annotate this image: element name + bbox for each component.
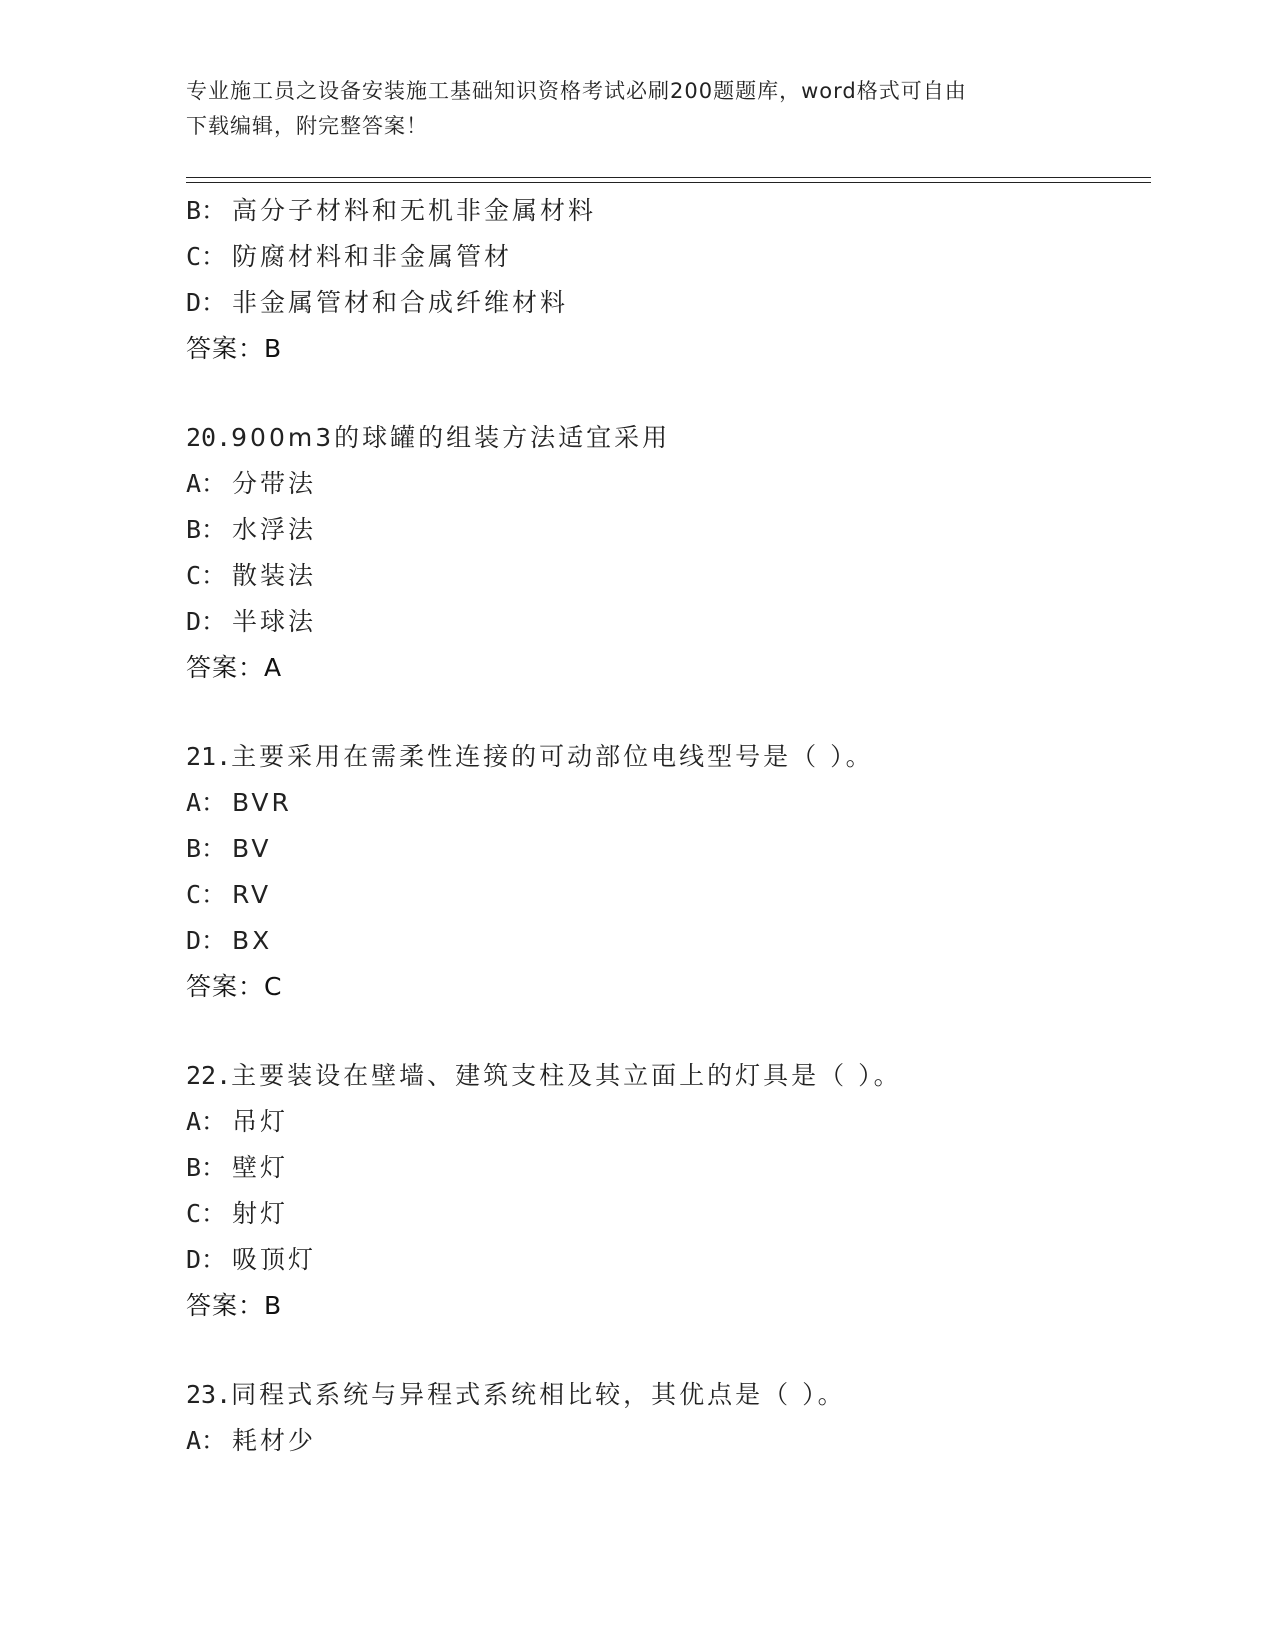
question-text: 同程式系统与异程式系统相比较，其优点是（ ）。 [231,1380,846,1409]
header-divider-bottom [186,182,1151,183]
option-text: 壁灯 [232,1153,289,1182]
question-number: 20. [186,423,232,452]
option-text: 吸顶灯 [232,1245,317,1274]
option-text: BVR [232,788,292,817]
question-stem [186,415,1146,461]
spacer [186,691,1146,734]
spacer [186,1329,1146,1372]
option-key: C： [186,1199,227,1228]
option-c [186,553,1146,599]
question-text: 900m3的球罐的组装方法适宜采用 [231,423,671,452]
document-header [186,74,1066,144]
question-number: 22. [186,1061,232,1090]
option-b [186,507,1146,553]
option-key: C： [186,561,227,590]
header-line-1: 专业施工员之设备安装施工基础知识资格考试必刷200题题库，word格式可自由 [186,79,967,103]
option-text: 分带法 [232,469,317,498]
option-d [186,280,1146,326]
option-key: B： [186,196,227,225]
spacer [186,1010,1146,1053]
option-key: A： [186,788,227,817]
question-23 [186,1372,1146,1464]
answer-line: 答案：C [186,972,283,1001]
option-text: 水浮法 [232,515,317,544]
option-text: 耗材少 [232,1426,317,1455]
answer-line: 答案：B [186,1291,283,1320]
option-d [186,1237,1146,1283]
option-text: BV [232,834,272,863]
option-key: A： [186,1426,227,1455]
option-text: BX [232,926,273,955]
option-text: 防腐材料和非金属管材 [232,242,513,271]
option-text: RV [232,880,272,909]
option-c [186,872,1146,918]
option-key: A： [186,1107,227,1136]
option-a [186,1099,1146,1145]
question-21 [186,734,1146,1010]
option-key: B： [186,1153,227,1182]
option-key: D： [186,607,227,636]
option-key: B： [186,834,227,863]
question-number: 21. [186,742,232,771]
option-c [186,234,1146,280]
question-stem [186,734,1146,780]
option-text: 散装法 [232,561,317,590]
option-key: C： [186,242,227,271]
option-key: D： [186,1245,227,1274]
option-key: D： [186,288,227,317]
option-b [186,188,1146,234]
option-text: 高分子材料和无机非金属材料 [232,196,597,225]
option-a [186,461,1146,507]
option-a [186,780,1146,826]
option-key: A： [186,469,227,498]
question-text: 主要采用在需柔性连接的可动部位电线型号是（ ）。 [231,742,874,771]
question-22 [186,1053,1146,1329]
option-key: C： [186,880,227,909]
question-list [186,188,1146,1464]
header-divider-top [186,177,1151,178]
question-text: 主要装设在壁墙、建筑支柱及其立面上的灯具是（ ）。 [231,1061,902,1090]
option-b [186,1145,1146,1191]
answer-line: 答案：B [186,334,283,363]
option-b [186,826,1146,872]
option-text: 射灯 [232,1199,289,1228]
spacer [186,372,1146,415]
header-line-2: 下载编辑，附完整答案！ [186,114,428,138]
option-text: 吊灯 [232,1107,289,1136]
question-stem [186,1053,1146,1099]
question-20 [186,415,1146,691]
option-c [186,1191,1146,1237]
option-d [186,599,1146,645]
question-19-continuation [186,188,1146,372]
option-key: D： [186,926,227,955]
question-stem [186,1372,1146,1418]
option-d [186,918,1146,964]
question-number: 23. [186,1380,232,1409]
option-a [186,1418,1146,1464]
option-text: 半球法 [232,607,317,636]
option-key: B： [186,515,227,544]
answer-line: 答案：A [186,653,283,682]
option-text: 非金属管材和合成纤维材料 [232,288,569,317]
